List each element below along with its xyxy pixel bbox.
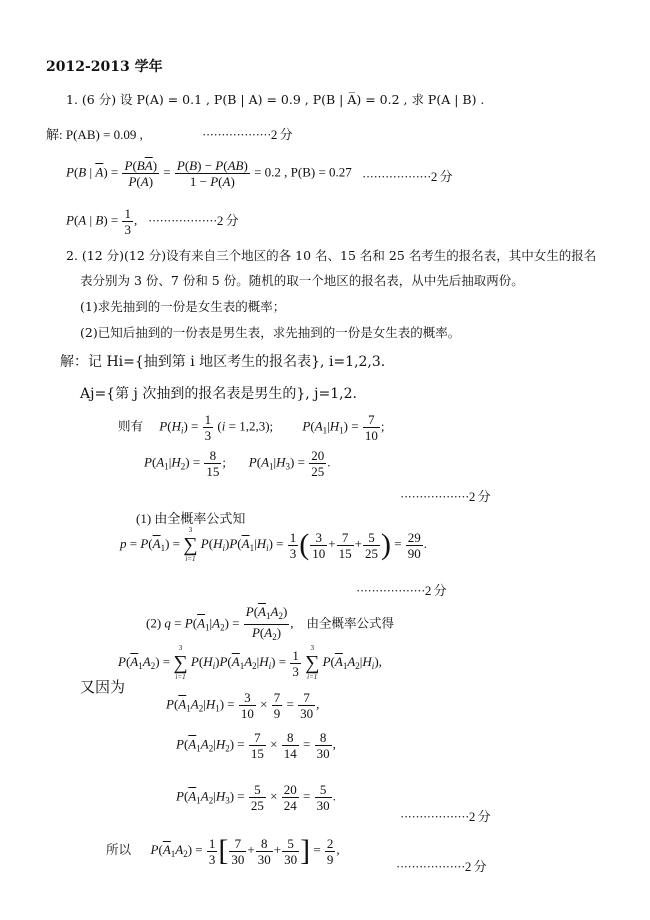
q1-score-1: ··················2 分 bbox=[202, 127, 293, 142]
q2-cond-1: $P(\overline{A}_1A_2|H_1)$ = $\frac{3}{10}$ × $\frac{7}{9}$ = $\frac{7}{30}$ , bbox=[166, 690, 320, 721]
q2-p2-tail: 由全概率公式得 bbox=[306, 616, 395, 631]
q2-final: 所以 $P(\overline{A}_1A_2)$ = $\frac{1}{3}$ [ $\frac{7}{30}$ + $\frac{8}{30}$ + $\frac{5}{30}$ ] = $\frac{2}{9}$ , bbox=[106, 834, 340, 867]
q2-probs-1: 则有 $P(H_i)$ = $\frac{1}{3}$ (i = 1,2,3); $P(A_1|H_1)$ = $\frac{7}{10}$ ; bbox=[118, 412, 385, 443]
q2-statement-2: 表分别为 3 份、7 份和 5 份。随机的取一个地区的报名表，从中先后抽取两份。 bbox=[80, 273, 524, 288]
q1-line2-mid: = 0.2 , P(B) = 0.27 bbox=[254, 164, 352, 180]
q1-line3-end: , bbox=[133, 212, 138, 228]
q1-sol-label: 解: bbox=[46, 127, 63, 142]
q2-cond-3: $P(\overline{A}_1A_2|H_3)$ = $\frac{5}{25}$ × $\frac{20}{24}$ = $\frac{5}{30}$ . bbox=[176, 782, 336, 813]
q2-part2: (2)已知后抽到的一份表是男生表，求先抽到的一份是女生表的概率。 bbox=[80, 325, 461, 340]
q2-cond-2: $P(\overline{A}_1A_2|H_2)$ = $\frac{7}{15}$ × $\frac{8}{14}$ = $\frac{8}{30}$ , bbox=[176, 730, 336, 761]
q2-sol-1: 解：记 Hi={抽到第 i 地区考生的报名表}, i=1,2,3. bbox=[60, 354, 386, 370]
q2-score-4: ··················2 分 bbox=[396, 859, 487, 874]
q2-p1-label: (1) 由全概率公式知 bbox=[136, 511, 246, 526]
q1-score-3: ··················2 分 bbox=[148, 213, 239, 228]
q1-line1 bbox=[46, 124, 143, 143]
q1-line3: P(A | B) = $\frac{1}{3}$ , bbox=[66, 206, 138, 237]
q2-part1: (1)求先抽到的一份是女生表的概率； bbox=[80, 299, 286, 314]
q2-p2-formula: (2) $q = P(\overline{A}_1|A_2)$ = $\frac{P(\overline{A}_1A_2)}{P(A_2)}$ , 由全概率公式得 bbox=[146, 604, 395, 642]
q1-line2: P(B | $\overline{A}$) = $\frac{P(B\overline{A})}{P(\overline{A})}$ = $\frac{P(B) - P(AB)}{1 - P(A)}$ = 0.2 , P(B) = 0.27 bbox=[66, 158, 352, 189]
q2-statement-1: 2. (12 分)(12 分)设有来自三个地区的各 10 名、15 名和 25 名考生的报名表，其中女生的报名 bbox=[66, 248, 597, 263]
q1-score-2: ··················2 分 bbox=[362, 169, 453, 184]
q2-also: 又因为 bbox=[80, 678, 126, 696]
q2-probs-2: $P(A_1|H_2)$ = $\frac{8}{15}$ ; $P(A_1|H_3)$ = $\frac{20}{25}$ . bbox=[144, 448, 331, 479]
q2-then: 则有 bbox=[118, 419, 144, 434]
q2-sol-2: Aj={第 j 次抽到的报名表是男生的}, j=1,2. bbox=[80, 386, 357, 402]
q2-score-2: ··················2 分 bbox=[356, 583, 447, 598]
page-title: 2012-2013 学年 bbox=[46, 59, 163, 75]
q2-so: 所以 bbox=[106, 842, 132, 857]
q2-score-3: ··················2 分 bbox=[400, 809, 491, 824]
q2-p1-formula: $p = P(\overline{A}_1)$ = 3 ∑ i=1 $P(H_i)P(\overline{A}_1|H_i)$ = $\frac{1}{3}$ ( $\frac{3}{10}$ + $\frac{7}{15}$ + $\frac{5}{25}$ ) = $\frac{29}{90}$ . bbox=[120, 526, 428, 563]
q2-p2-sum: $P(\overline{A}_1A_2)$ = 3 ∑ i=1 $P(H_i)P(\overline{A}_1A_2|H_i)$ = $\frac{1}{3}$ 3 ∑ i=1 $P(\overline{A}_1A_2|H_i)$, bbox=[118, 644, 382, 681]
q1-statement: 1. (6 分) 设 P(A) = 0.1 , P(B | A) = 0.9 , P(B | A̅) = 0.2 , 求 P(A | B) . bbox=[66, 92, 485, 107]
q2-score-1: ··················2 分 bbox=[400, 489, 491, 504]
q1-pab: P(AB) = 0.09 , bbox=[65, 127, 143, 142]
